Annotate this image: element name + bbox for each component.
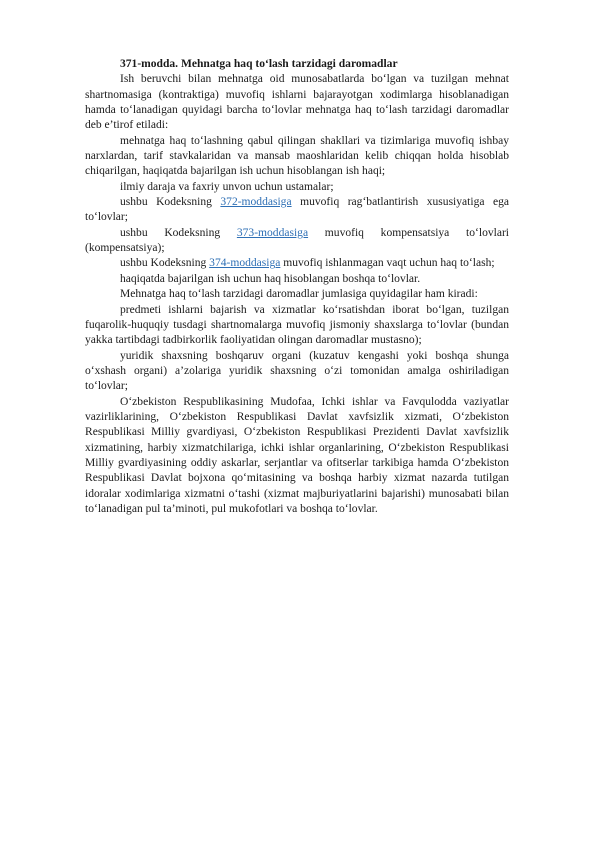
document-page [85, 57, 509, 517]
paragraph-also-includes: Mehnatga haq to‘lash tarzidagi daromadlar jumlasiga quyidagilar ham kiradi: [120, 288, 478, 301]
list-item-unworked-time [85, 256, 509, 271]
list-item-civil-contracts: predmeti ishlarni bajarish va xizmatlar ko‘rsatishdan iborat bo‘lgan, tuzilgan fuqarolik-huquqiy tusdagi shartnomalarga muvofiq jismoniy shaxslarga to‘lovlar (bundan yakka tartibdagi tadbirkorlik faoliyatidan olingan daromadlar mustasno); [85, 303, 509, 347]
list-item-incentive-payments [85, 195, 509, 226]
article-374-link[interactable]: 374-moddasiga [209, 257, 281, 270]
paragraph-intro: Ish beruvchi bilan mehnatga oid munosabatlarda bo‘lgan va tuzilgan mehnat shartnomasiga (kontraktiga) muvofiq ishlarni bajarayotgan xodimlarga hisoblanadigan hamda to‘lanadigan quyidagi barcha to‘lovlar mehnatga haq to‘lash tarzidagi daromadlar deb e’tirof etiladi: [85, 73, 509, 132]
list-item-military-service: O‘zbekiston Respublikasining Mudofaa, Ichki ishlar va Favqulodda vaziyatlar vazirliklarining, O‘zbekiston Respublikasi Davlat xavfsizlik xizmati, O‘zbekiston Respublikasi Milliy gvardiyasi, O‘zbekiston Respublikasi Prezidenti Davlat xavfsizlik xizmatining, harbiy xizmatchilariga, ichki ishlar organlarining, O‘zbekiston Respublikasi Milliy gvardiyasining oddiy askarlar, serjantlar va ofitserlar tarkibiga hamda O‘zbekiston Respublikasi Davlat bojxona qo‘mitasining va boshqa harbiy xizmat nazarda tutilgan idoralar xodimlariga xizmatni o‘tashi (xizmat majburiyatlarini bajarishi) munosabati bilan to‘lanadigan pul ta’minoti, pul mukofotlari va boshqa to‘lovlar. [85, 395, 509, 515]
text-fragment: muvofiq kompensatsiya to‘lovlari (kompensatsiya); [85, 226, 510, 255]
list-item-board-members: yuridik shaxsning boshqaruv organi (kuzatuv kengashi yoki boshqa shunga o‘xshash organi) a’zolariga yuridik shaxsning o‘zi tomonidan amalga oshiriladigan to‘lovlar; [85, 349, 509, 393]
article-372-link[interactable]: 372-moddasiga [220, 196, 292, 209]
list-item-compensation [85, 226, 509, 257]
list-item-bonuses: ilmiy daraja va faxriy unvon uchun ustamalar; [120, 180, 334, 193]
text-fragment: ushbu Kodeksning [120, 257, 210, 270]
text-fragment: muvofiq ishlanmagan vaqt uchun haq to‘lash; [280, 257, 495, 270]
text-fragment: ushbu Kodeksning [120, 196, 221, 209]
text-fragment: muvofiq rag‘batlantirish xususiyatiga ega to‘lovlar; [85, 196, 509, 224]
article-373-link[interactable]: 373-moddasiga [236, 226, 309, 239]
article-title: 371-modda. Mehnatga haq to‘lash tarzidagi daromadlar [120, 58, 398, 70]
list-item-other-payments: haqiqatda bajarilgan ish uchun haq hisoblangan boshqa to‘lovlar. [120, 272, 421, 285]
text-fragment: ushbu Kodeksning [120, 226, 237, 239]
list-item-wage: mehnatga haq to‘lashning qabul qilingan shakllari va tizimlariga muvofiq ishbay narxlardan, tarif stavkalaridan va mansab maoshlaridan kelib chiqqan holda hisoblab chiqarilgan, haqiqatda bajarilgan ish uchun hisoblangan ish haqi; [85, 134, 509, 178]
